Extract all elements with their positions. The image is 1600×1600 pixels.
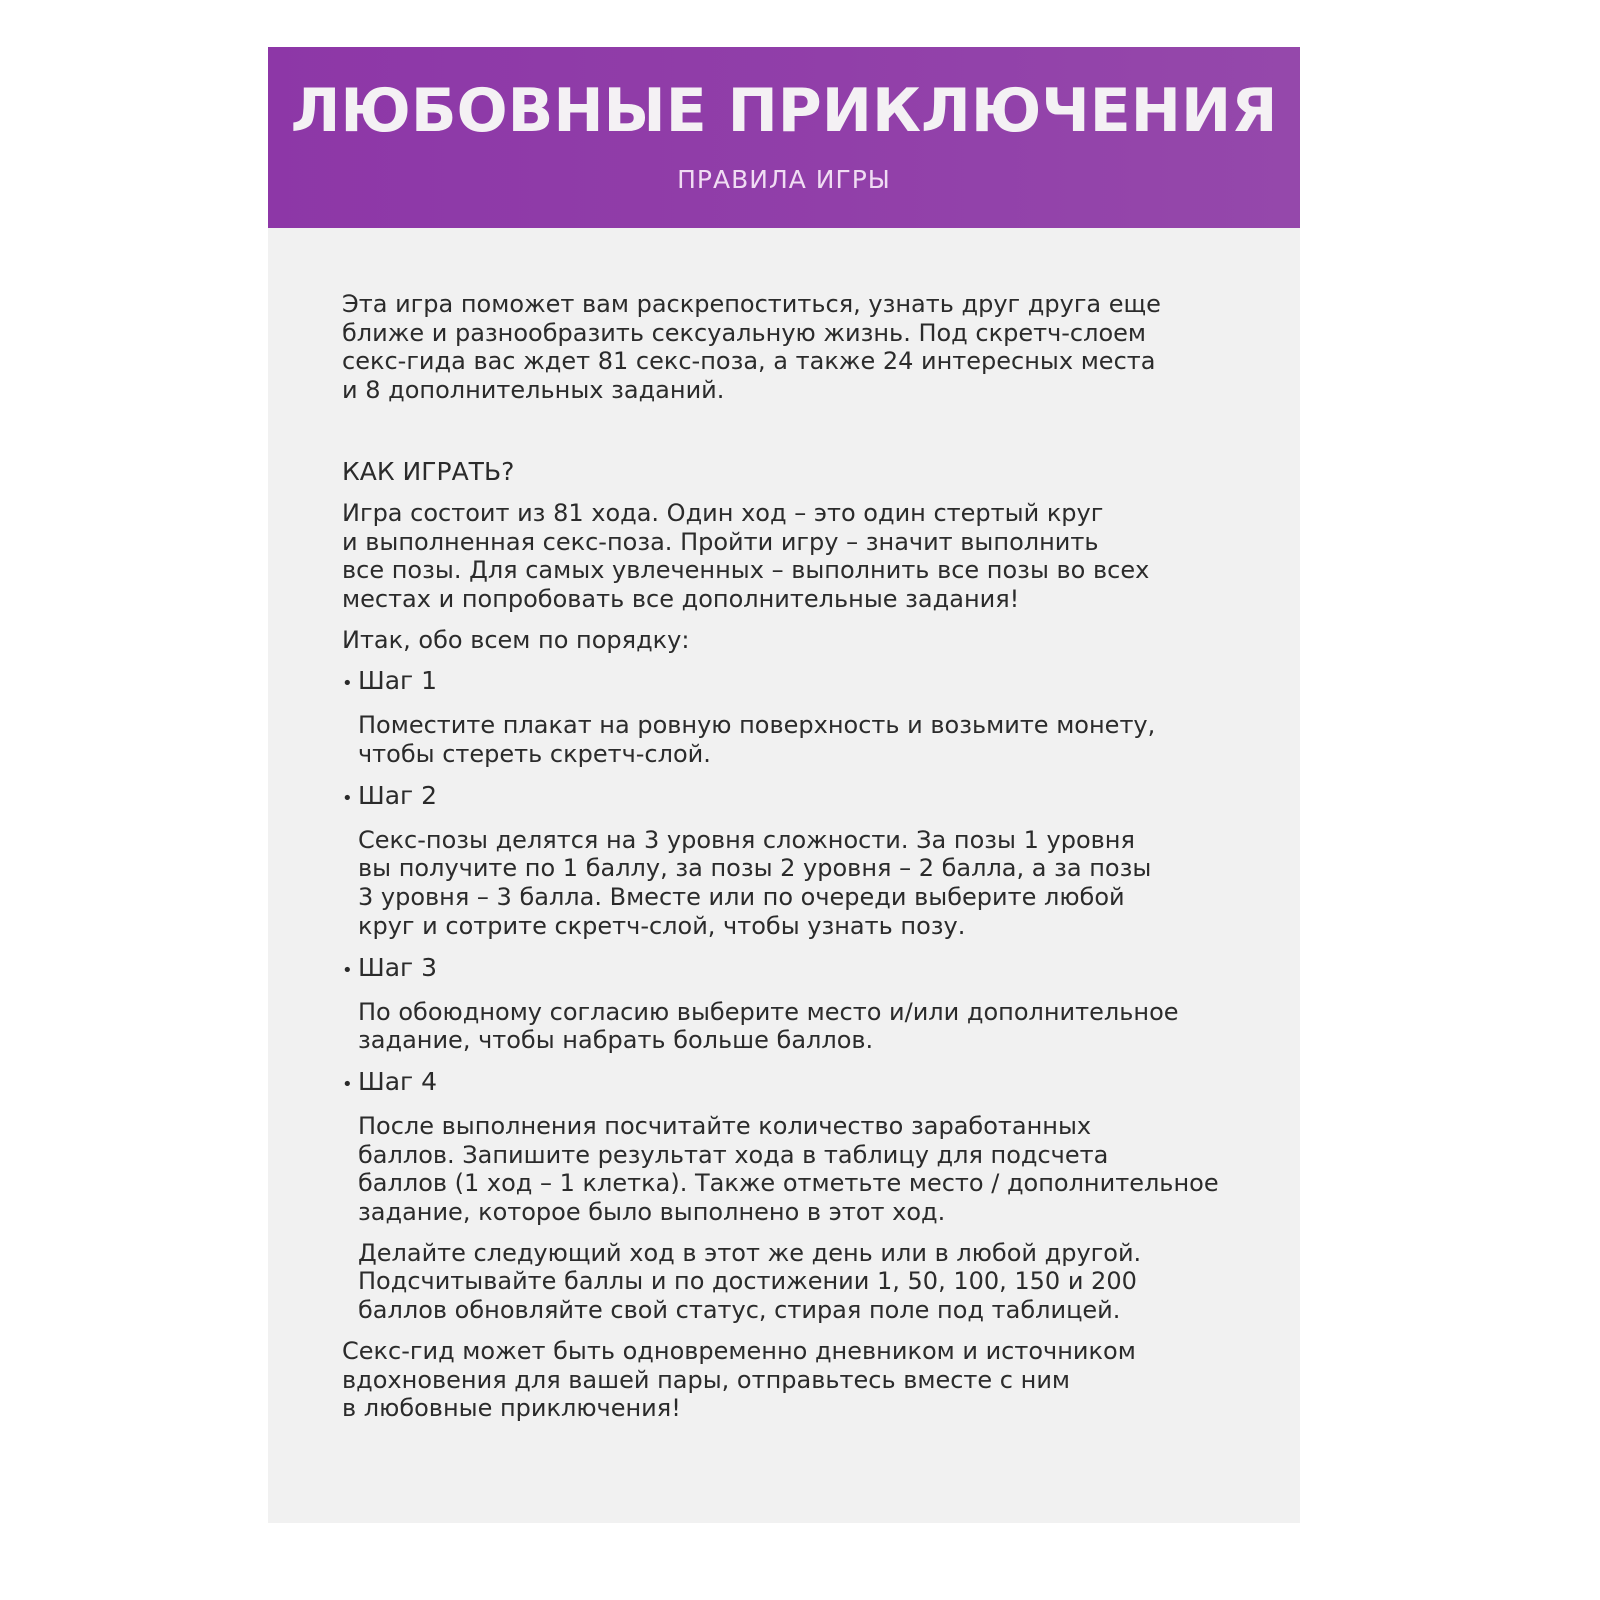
game-description [342,499,1242,614]
step-label-row [342,781,1242,814]
intro-line: Эта игра поможет вам раскрепоститься, узнать друг друга еще [342,290,1161,318]
lead-in: Итак, обо всем по порядку: [342,625,690,654]
bullet-icon: • [342,1073,353,1095]
step-line: круг и сотрите скретч-слой, чтобы узнать позу. [358,911,966,940]
section-heading-how-to-play: КАК ИГРАТЬ? [342,456,515,486]
step-line: баллов обновляйте свой статус, стирая поле под таблицей. [358,1296,1121,1325]
bullet-icon: • [342,959,353,981]
step-line: Секс-позы делятся на 3 уровня сложности. За позы 1 уровня [358,825,1135,854]
outro-line: в любовные приключения! [342,1394,681,1423]
step-line: вы получите по 1 баллу, за позы 2 уровня – 2 балла, а за позы [358,854,1152,883]
step-body [342,998,1242,1055]
rules-content [342,290,1242,1423]
step-line: баллов. Запишите результат хода в таблицу для подсчета [358,1140,1109,1169]
step-line: Делайте следующий ход в этот же день или в любой другой. [358,1238,1142,1267]
step-paragraph [358,711,1242,768]
step-2 [342,781,1242,941]
step-line: баллов (1 ход – 1 клетка). Также отметьте место / дополнительное [358,1169,1219,1198]
step-label: Шаг 3 [358,952,438,982]
header-banner [268,47,1300,228]
intro-line: секс-гида вас ждет 81 секс-поза, а также 24 интересных места [342,347,1156,376]
step-body [342,1112,1242,1325]
outro-line: вдохновения для вашей пары, отправьтесь вместе с ним [342,1365,1071,1394]
step-label: Шаг 1 [358,666,438,696]
step-line: По обоюдному согласию выберите место и/или дополнительное [358,997,1179,1026]
description-line: и выполненная секс-поза. Пройти игру – значит выполнить [342,527,1099,556]
step-paragraph [358,998,1242,1055]
description-line: местах и попробовать все дополнительные задания! [342,584,1020,613]
step-line: Подсчитывайте баллы и по достижении 1, 50, 100, 150 и 200 [358,1267,1137,1296]
step-paragraph [358,826,1242,941]
step-body [342,711,1242,768]
step-line: чтобы стереть скретч-слой. [358,740,711,769]
step-paragraph [358,1239,1242,1325]
page-subtitle: ПРАВИЛА ИГРЫ [677,165,891,194]
step-1 [342,666,1242,768]
step-line: Поместите плакат на ровную поверхность и возьмите монету, [358,711,1156,740]
step-label: Шаг 2 [358,780,438,810]
rules-card [268,47,1300,1523]
intro-line: ближе и разнообразить сексуальную жизнь. Под скретч-слоем [342,318,1146,347]
step-line: задание, которое было выполнено в этот ход. [358,1198,946,1227]
bullet-icon: • [342,787,353,809]
intro-paragraph [342,290,1242,405]
step-body [342,826,1242,941]
description-line: Игра состоит из 81 хода. Один ход – это один стертый круг [342,498,1104,527]
step-line: 3 уровня – 3 балла. Вместе или по очереди выберите любой [358,883,1125,912]
outro-line: Секс-гид может быть одновременно дневником и источником [342,1336,1136,1365]
page-title: ЛЮБОВНЫЕ ПРИКЛЮЧЕНИЯ [290,76,1278,146]
step-4 [342,1067,1242,1325]
step-label-row [342,953,1242,986]
step-3 [342,953,1242,1055]
step-label: Шаг 4 [358,1066,438,1096]
step-paragraph [358,1112,1242,1227]
step-line: задание, чтобы набрать больше баллов. [358,1026,874,1055]
step-label-row [342,1067,1242,1100]
intro-line: и 8 дополнительных заданий. [342,376,725,405]
bullet-icon: • [342,673,353,695]
description-line: все позы. Для самых увлеченных – выполнить все позы во всех [342,556,1150,585]
step-label-row [342,666,1242,699]
outro-paragraph [342,1337,1242,1423]
step-line: После выполнения посчитайте количество заработанных [358,1111,1092,1140]
